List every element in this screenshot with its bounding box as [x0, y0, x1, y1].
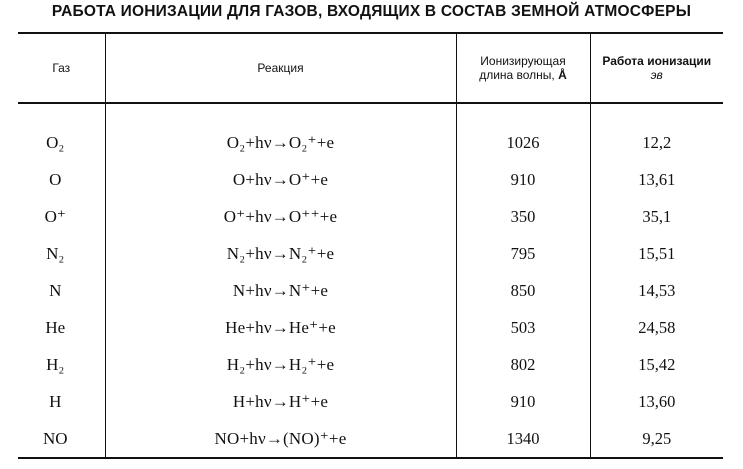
table-row: [18, 235, 723, 272]
header-gas: Газ: [18, 33, 105, 103]
header-work-unit: эв: [650, 68, 663, 82]
table-title: РАБОТА ИОНИЗАЦИИ ДЛЯ ГАЗОВ, ВХОДЯЩИХ В СОСТАВ ЗЕМНОЙ АТМОСФЕРЫ: [51, 3, 692, 20]
work-cell: 13,60: [638, 391, 676, 411]
table-row: [18, 272, 723, 309]
gas-cell: H₂: [18, 346, 105, 383]
work-cell: 12,2: [642, 132, 672, 152]
header-work: [590, 33, 723, 103]
table-row: [18, 198, 723, 235]
wavelength-cell: 802: [456, 346, 590, 383]
reaction-cell: N₂+hν→N₂⁺+e: [105, 235, 456, 272]
ionization-table: [18, 32, 723, 459]
wavelength-cell: 1340: [456, 420, 590, 458]
table-row: [18, 161, 723, 198]
header-row: [18, 33, 723, 103]
header-work-line1: Работа ионизации: [602, 54, 712, 68]
reaction-cell: H₂+hν→H₂⁺+e: [105, 346, 456, 383]
reaction-cell: NO+hν→(NO)⁺+e: [105, 420, 456, 458]
reaction-cell: O₂+hν→O₂⁺+e: [105, 124, 456, 161]
reaction-cell: O⁺+hν→O⁺⁺+e: [105, 198, 456, 235]
reaction-cell: O+hν→O⁺+e: [105, 161, 456, 198]
gas-cell: NO: [18, 420, 105, 458]
table-row: [18, 124, 723, 161]
wavelength-cell: 910: [456, 161, 590, 198]
table-row: [18, 309, 723, 346]
gas-cell: O⁺: [18, 198, 105, 235]
gas-cell: H: [18, 383, 105, 420]
work-cell: 35,1: [642, 206, 672, 226]
wavelength-cell: 850: [456, 272, 590, 309]
header-reaction: Реакция: [105, 33, 456, 103]
work-cell: 13,61: [638, 169, 676, 189]
reaction-cell: He+hν→He⁺+e: [105, 309, 456, 346]
table-row: [18, 346, 723, 383]
reaction-cell: N+hν→N⁺+e: [105, 272, 456, 309]
reaction-cell: H+hν→H⁺+e: [105, 383, 456, 420]
work-cell: 24,58: [638, 317, 676, 337]
gas-cell: N₂: [18, 235, 105, 272]
wavelength-cell: 795: [456, 235, 590, 272]
wavelength-cell: 910: [456, 383, 590, 420]
wavelength-cell: 1026: [456, 124, 590, 161]
gas-cell: He: [18, 309, 105, 346]
header-wavelength-line1: Ионизирующая: [480, 54, 566, 68]
header-wavelength-line2: длина волны,: [479, 68, 555, 82]
wavelength-cell: 503: [456, 309, 590, 346]
wavelength-cell: 350: [456, 198, 590, 235]
gas-cell: N: [18, 272, 105, 309]
work-cell: 15,51: [638, 243, 676, 263]
work-cell: 14,53: [638, 280, 676, 300]
work-cell: 9,25: [590, 420, 723, 458]
spacer-row: [18, 103, 723, 124]
table-row: [18, 383, 723, 420]
work-cell: 15,42: [638, 354, 676, 374]
gas-cell: O: [18, 161, 105, 198]
gas-cell: O₂: [18, 124, 105, 161]
table-row: [18, 420, 723, 458]
header-wavelength-unit: Å: [558, 68, 567, 82]
header-wavelength: [456, 33, 590, 103]
